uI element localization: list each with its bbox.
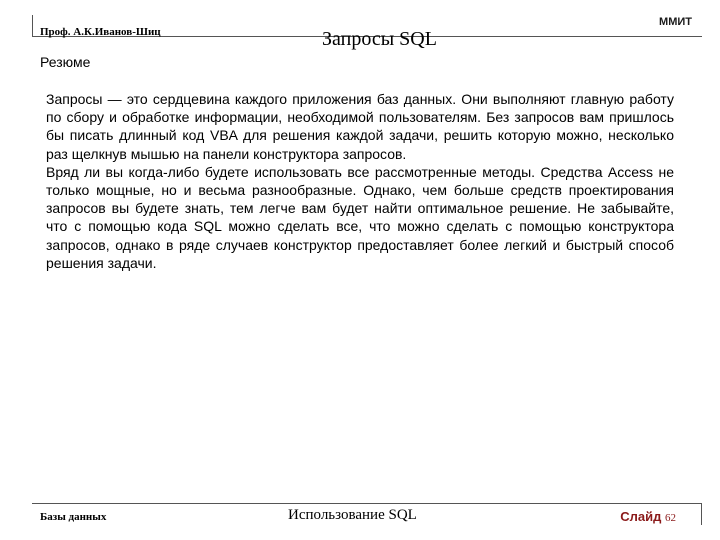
footer-topic: Использование SQL	[288, 507, 417, 523]
organization-label: ММИТ	[659, 16, 692, 28]
header-vertical-rule	[32, 15, 33, 36]
slide-number	[620, 509, 676, 524]
author-name: Проф. А.К.Иванов-Шиц	[40, 26, 161, 38]
slide-number-value: 62	[665, 512, 676, 524]
footer-rule	[32, 503, 702, 504]
slide-title: Запросы SQL	[322, 28, 437, 50]
body-paragraph-2: Вряд ли вы когда-либо будете использовать все рассмотренные методы. Средства Access не только мощные, но и весьма разнообразные. Однако, чем больше средств проектирования запросов вы будете знать, тем легче вам будет найти оптимальное решение. Не забывайте, что с помощью кода SQL можно сделать все, что можно сделать с помощью конструктора запросов, однако в ряде случаев конструктор предоставляет более легкий и быстрый способ решения задачи.	[46, 163, 674, 271]
footer-course-name: Базы данных	[40, 511, 107, 523]
body-text	[46, 90, 674, 272]
slide-label: Слайд	[620, 509, 662, 524]
section-subtitle: Резюме	[40, 54, 91, 70]
footer-vertical-rule	[701, 503, 702, 525]
body-paragraph-1: Запросы — это сердцевина каждого приложения баз данных. Они выполняют главную работу по сбору и обработке информации, необходимой пользователям. Без запросов вам пришлось бы писать длинный код VBA для решения каждой задачи, решить которую можно, несколько раз щелкнув мышью на панели конструктора запросов.	[46, 91, 674, 162]
